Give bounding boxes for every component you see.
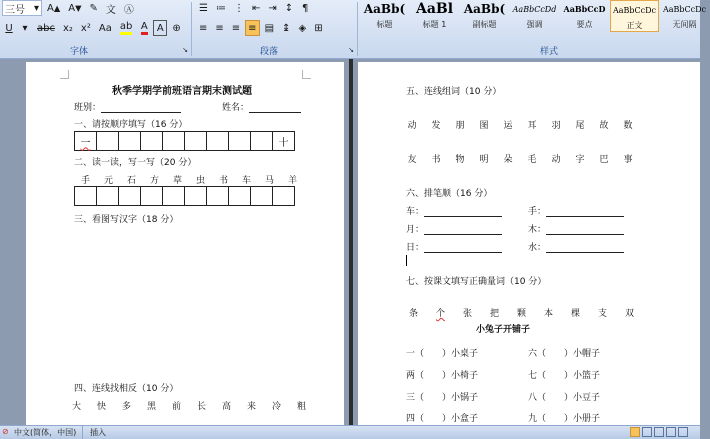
stroke-item [406, 204, 502, 217]
char: 冷 [271, 402, 281, 412]
char: 前 [171, 402, 181, 412]
fill-item: 九（ ）小册子 [528, 414, 601, 424]
char: 发 [431, 121, 441, 131]
word: 张 [462, 309, 472, 319]
char: 长 [196, 402, 206, 412]
stroke-blank[interactable] [546, 243, 624, 253]
char: 马 [264, 176, 274, 186]
grid-cell[interactable] [74, 186, 97, 206]
char: 故 [599, 121, 609, 131]
exam-title: 秋季学期学前班语言期末测试题 [112, 86, 252, 97]
style-name: 要点 [576, 20, 593, 29]
subscript-icon[interactable]: x₂ [62, 22, 73, 34]
chevron-down-icon[interactable]: ▾ [22, 22, 28, 34]
style-preview: AaBbCcDc [662, 5, 707, 14]
char: 车 [241, 176, 251, 186]
grid-cell[interactable] [228, 186, 251, 206]
char: 数 [623, 121, 633, 131]
grid-cell[interactable] [184, 131, 207, 151]
char: 羽 [551, 121, 561, 131]
bullets-icon[interactable]: ☰ [199, 2, 208, 14]
char: 方 [149, 176, 159, 186]
stroke-blank[interactable] [424, 243, 502, 253]
name-field[interactable] [222, 100, 301, 113]
char: 大 [71, 402, 81, 412]
view-buttons [630, 427, 688, 437]
char: 书 [431, 155, 441, 165]
grid-cell[interactable] [162, 186, 185, 206]
style-subtitle[interactable] [460, 0, 509, 32]
line-spacing-icon[interactable]: ↨ [282, 22, 291, 34]
paragraph-group-label: 段落 [260, 47, 279, 57]
char: 巴 [599, 155, 609, 165]
cell-text: 十 [278, 137, 289, 149]
question-5: 五、连线组词（10 分） [406, 87, 502, 97]
char: 羊 [287, 176, 297, 186]
style-normal[interactable] [610, 0, 659, 32]
fill-item: 八（ ）小豆子 [528, 393, 601, 403]
char: 物 [455, 155, 465, 165]
grid-cell[interactable] [140, 131, 163, 151]
story-subtitle: 小兔子开铺子 [476, 325, 531, 335]
grid-cell[interactable] [162, 131, 185, 151]
char-border-icon[interactable]: A [153, 20, 167, 36]
sort-icon[interactable]: ↕ [284, 2, 294, 14]
stroke-item [528, 222, 624, 235]
draft-icon[interactable] [678, 427, 688, 437]
stroke-blank[interactable] [546, 207, 624, 217]
word: 个 [435, 309, 445, 319]
char: 尾 [575, 121, 585, 131]
char-scale-icon[interactable]: ⊕ [172, 22, 181, 34]
grid-cell[interactable] [74, 131, 97, 151]
char: 动 [407, 121, 417, 131]
char: 手 [80, 176, 90, 186]
style-preview: AaBl [415, 1, 454, 17]
question-2: 二、读一读，写一写（20 分） [74, 158, 197, 168]
status-separator [82, 426, 83, 439]
style-heading-1[interactable] [410, 0, 459, 32]
char: 快 [96, 402, 106, 412]
enclose-char-icon[interactable]: Ⓐ [123, 4, 134, 16]
numbering-icon[interactable]: ≔ [215, 2, 226, 14]
char: 事 [623, 155, 633, 165]
grid-cell[interactable] [96, 186, 119, 206]
decrease-indent-icon[interactable]: ⇤ [251, 2, 261, 14]
text-cursor [406, 255, 407, 266]
align-left-icon[interactable]: ≡ [199, 22, 208, 34]
char: 黑 [146, 402, 156, 412]
stroke-item [406, 240, 502, 253]
ribbon [0, 0, 707, 59]
font-group-label: 字体 [70, 47, 89, 57]
question-7: 七、按课文填写正确量词（10 分） [406, 277, 547, 287]
char: 耳 [527, 121, 537, 131]
page-divider [349, 59, 353, 425]
fill-item: 三（ ）小锅子 [406, 393, 479, 403]
name-label: 姓名： [222, 103, 250, 113]
font-size-select[interactable] [2, 0, 42, 16]
word: 支 [597, 309, 607, 319]
grid-cell[interactable] [206, 131, 229, 151]
show-marks-icon[interactable]: ¶ [301, 2, 309, 14]
char: 粗 [296, 402, 306, 412]
align-right-icon[interactable]: ≡ [231, 22, 241, 34]
grid-cell[interactable] [206, 186, 229, 206]
style-name: 标题 1 [422, 20, 447, 29]
font-size-value: 三号 [5, 4, 25, 16]
style-emphasis[interactable] [510, 0, 559, 32]
q5-row-2 [400, 152, 640, 165]
stroke-blank[interactable] [424, 207, 502, 217]
grid-cell[interactable] [250, 131, 273, 151]
writing-grid [74, 186, 294, 206]
para-row-2 [196, 20, 326, 36]
margin-corner [60, 70, 69, 79]
char: 友 [407, 155, 417, 165]
status-bar [0, 425, 700, 439]
char: 运 [503, 121, 513, 131]
question-3: 三、看图写汉字（18 分） [74, 215, 179, 225]
strikethrough-icon[interactable]: abc [37, 22, 55, 34]
word: 双 [624, 309, 634, 319]
fill-item: 七（ ）小篮子 [528, 371, 601, 381]
word: 把 [489, 309, 499, 319]
style-preview: AaBbCcD [563, 4, 606, 14]
class-blank[interactable] [101, 103, 181, 113]
shrink-font-icon[interactable]: A ▼ [68, 2, 82, 14]
group-separator [191, 2, 192, 56]
font-row-2 [2, 20, 184, 36]
word: 棵 [570, 309, 580, 319]
fill-item: 六（ ）小帽子 [528, 349, 601, 359]
q7-words [400, 306, 643, 319]
word: 条 [408, 309, 418, 319]
style-name: 副标题 [472, 20, 497, 29]
style-preview: AaBb( [463, 2, 506, 16]
page-right[interactable] [358, 62, 700, 425]
sequence-grid [74, 131, 294, 151]
name-blank[interactable] [249, 103, 301, 113]
char: 书 [218, 176, 228, 186]
styles-group-label: 样式 [540, 47, 559, 57]
style-title[interactable] [360, 0, 409, 32]
stroke-label: 手： [528, 207, 547, 217]
grid-cell[interactable] [140, 186, 163, 206]
stroke-item [528, 204, 624, 217]
word: 本 [543, 309, 553, 319]
grid-cell[interactable] [228, 131, 251, 151]
style-name: 无间隔 [672, 20, 697, 29]
stroke-label: 车： [406, 207, 425, 217]
group-separator [357, 2, 358, 56]
grid-cell[interactable] [272, 131, 295, 151]
chevron-down-icon: ▾ [33, 2, 39, 14]
borders-icon[interactable]: ⊞ [314, 22, 323, 34]
question-4: 四、连线找相反（10 分） [74, 384, 179, 394]
stroke-label: 月： [406, 225, 425, 235]
dialog-launcher-icon[interactable]: ↘ [182, 46, 188, 54]
superscript-icon[interactable]: x² [80, 22, 91, 34]
grid-cell[interactable] [184, 186, 207, 206]
stroke-label: 水： [528, 243, 547, 253]
pinyin-icon[interactable]: 文 [105, 4, 116, 16]
char: 明 [479, 155, 489, 165]
font-row-1 [2, 0, 137, 16]
stroke-item [406, 222, 502, 235]
char: 朵 [503, 155, 513, 165]
outline-icon[interactable] [666, 427, 676, 437]
char: 虫 [195, 176, 205, 186]
char: 图 [479, 121, 489, 131]
stroke-label: 日： [406, 243, 425, 253]
styles-gallery [360, 0, 710, 32]
char: 来 [246, 402, 256, 412]
fill-item: 一（ ）小桌子 [406, 349, 479, 359]
style-preview: AaBb( [363, 2, 406, 16]
underline-icon[interactable]: U [5, 22, 13, 34]
char: 元 [103, 176, 113, 186]
dialog-launcher-icon[interactable]: ↘ [348, 46, 354, 54]
language-indicator[interactable]: 中文(简体，中国) [14, 428, 77, 437]
style-name: 正文 [626, 21, 643, 30]
style-preview: AaBbCcDd [512, 5, 557, 14]
stroke-blank[interactable] [546, 225, 624, 235]
grid-cell[interactable] [272, 186, 295, 206]
insert-mode-indicator[interactable]: 插入 [90, 428, 106, 437]
question-1: 一、请按顺序填写（16 分） [74, 120, 188, 130]
char: 朋 [455, 121, 465, 131]
style-preview: AaBbCcDc [612, 6, 657, 15]
justify-icon[interactable]: ≡ [245, 20, 259, 36]
grid-cell[interactable] [96, 131, 119, 151]
grid-cell[interactable] [250, 186, 273, 206]
highlight-icon[interactable]: ab [117, 20, 135, 36]
q5-row-1 [400, 118, 640, 131]
stroke-blank[interactable] [424, 225, 502, 235]
multilevel-list-icon[interactable]: ⋮ [233, 2, 244, 14]
stroke-label: 木： [528, 225, 547, 235]
style-name: 标题 [376, 20, 393, 29]
change-case-icon[interactable]: Aa [98, 22, 112, 34]
style-name: 强调 [526, 20, 543, 29]
full-screen-icon[interactable] [642, 427, 652, 437]
style-strong[interactable] [560, 0, 609, 32]
class-field[interactable] [74, 100, 181, 113]
grow-font-icon[interactable]: A ▲ [47, 2, 61, 14]
clear-format-icon[interactable]: ✎ [89, 2, 98, 14]
question-6: 六、排笔顺（16 分） [406, 189, 493, 199]
font-color-icon[interactable]: A [137, 20, 151, 36]
increase-indent-icon[interactable]: ⇥ [268, 2, 277, 14]
char: 石 [126, 176, 136, 186]
align-center-icon[interactable]: ≡ [215, 22, 224, 34]
para-row-1 [196, 0, 312, 16]
grid-cell[interactable] [118, 186, 141, 206]
spellcheck-icon[interactable]: ⊘ [2, 427, 9, 436]
fill-item: 四（ ）小盒子 [406, 414, 479, 424]
q4-characters [64, 399, 314, 412]
distribute-icon[interactable]: ▤ [264, 22, 275, 34]
web-layout-icon[interactable] [654, 427, 664, 437]
style-no-spacing[interactable] [660, 0, 709, 32]
cell-text: 一 [80, 137, 91, 149]
q2-characters [74, 173, 304, 186]
char: 字 [575, 155, 585, 165]
char: 毛 [527, 155, 537, 165]
margin-corner [302, 70, 311, 79]
word: 颗 [516, 309, 526, 319]
char: 动 [551, 155, 561, 165]
fill-item: 两（ ）小椅子 [406, 371, 479, 381]
class-label: 班别： [74, 103, 102, 113]
print-layout-icon[interactable] [630, 427, 640, 437]
char: 多 [121, 402, 131, 412]
shading-icon[interactable]: ◈ [298, 22, 307, 34]
page-left[interactable] [26, 62, 344, 425]
grid-cell[interactable] [118, 131, 141, 151]
stroke-item [528, 240, 624, 253]
char: 草 [172, 176, 182, 186]
char: 高 [221, 402, 231, 412]
